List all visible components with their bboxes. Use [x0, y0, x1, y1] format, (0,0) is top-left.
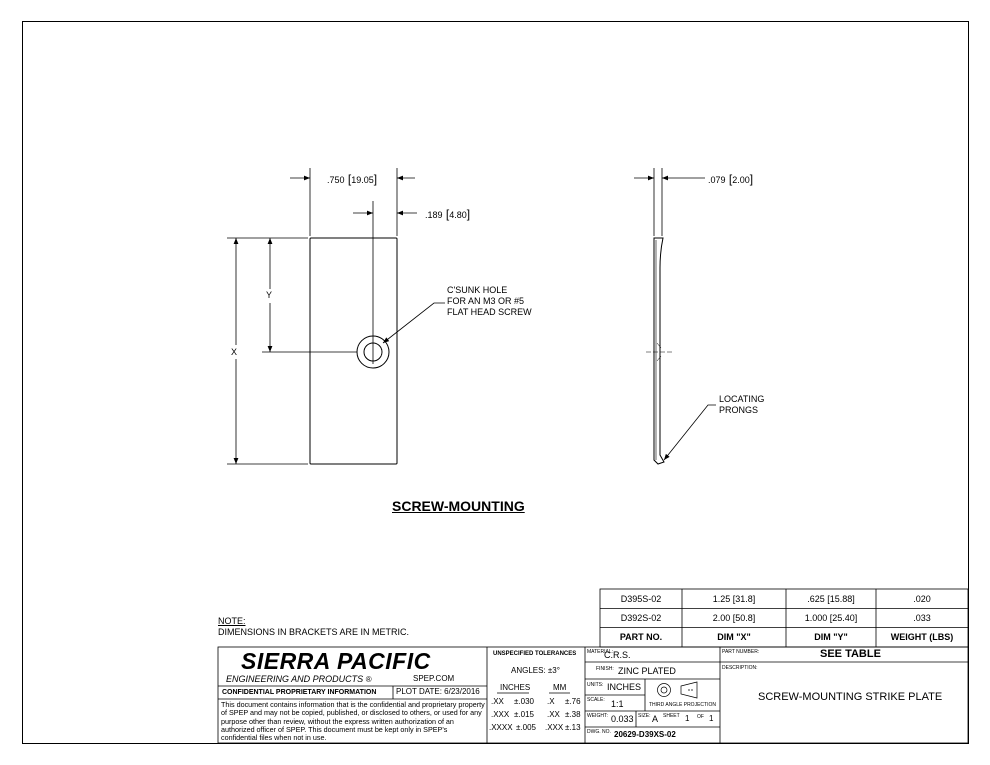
scale-value: 1:1	[611, 699, 624, 709]
table-cell: D395S-02	[620, 594, 662, 604]
dim-x-label: X	[231, 347, 238, 357]
dim-width-label: .750 [19.05]	[327, 172, 378, 186]
tol-inch-key: .XXXX	[489, 723, 513, 732]
csunk-leader	[383, 303, 445, 343]
tol-mm-val: ±.76	[565, 697, 581, 706]
weight-label: WEIGHT:	[587, 713, 608, 719]
scale-label: SCALE:	[587, 697, 605, 703]
units-value: INCHES	[607, 682, 642, 692]
weight-value: 0.033	[611, 714, 634, 724]
prongs-callout: LOCATING PRONGS	[719, 394, 765, 415]
tol-mm-key: .X	[547, 697, 555, 706]
tol-mm-val: ±.38	[565, 710, 581, 719]
tol-inch-key: .XX	[491, 697, 504, 706]
table-header: PART NO.	[619, 632, 663, 642]
part-number-value: SEE TABLE	[820, 648, 881, 660]
table-cell: 1.000 [25.40]	[804, 613, 858, 623]
table-header: WEIGHT (LBS)	[890, 632, 954, 642]
tol-inch-val: ±.005	[516, 723, 536, 732]
of-value: 1	[709, 714, 714, 723]
company-logo: SIERRA PACIFIC	[241, 648, 431, 674]
dwg-number: 20629-D39XS-02	[614, 730, 676, 739]
tolerances-inches-header: INCHES	[500, 683, 531, 692]
table-cell: .020	[913, 594, 931, 604]
part-number-label: PART NUMBER:	[722, 649, 760, 655]
view-title: SCREW-MOUNTING	[392, 498, 525, 514]
finish-value: ZINC PLATED	[618, 666, 676, 676]
tolerances-title: UNSPECIFIED TOLERANCES	[493, 651, 577, 657]
dim-offset-label: .189 [4.80]	[425, 207, 471, 221]
projection-label: THIRD ANGLE PROJECTION	[649, 702, 716, 708]
tolerances-angles: ANGLES: ±3°	[511, 666, 560, 675]
table-header: DIM "Y"	[814, 632, 848, 642]
third-angle-projection-icon	[658, 682, 698, 698]
tol-inch-key: .XXX	[491, 710, 510, 719]
company-website: SPEP.COM	[413, 674, 455, 683]
dim-y-label: Y	[266, 290, 273, 300]
sheet-label: SHEET	[663, 713, 680, 719]
material-value: C.R.S.	[604, 650, 631, 660]
table-cell: 1.25 [31.8]	[712, 594, 756, 604]
table-cell: .625 [15.88]	[807, 594, 855, 604]
note-title: NOTE:	[218, 616, 246, 626]
table-cell: D392S-02	[620, 613, 662, 623]
plate-side-view	[654, 238, 664, 464]
table-cell: 2.00 [50.8]	[712, 613, 756, 623]
confidential-text: This document contains information that is the confidential and proprietary property of SPEP and may not be copied, published, or disclosed to others, or used for any purpose other than review, without the express written authorization of an authorized officer of SPEP. This document must be kept only in SPEP's confidential files when not in use.	[221, 700, 485, 743]
note-text: DIMENSIONS IN BRACKETS ARE IN METRIC.	[218, 627, 410, 637]
tol-mm-val: ±.13	[565, 723, 581, 732]
plate-front-view	[310, 238, 397, 464]
of-label: OF	[697, 714, 704, 720]
sheet-value: 1	[685, 714, 690, 723]
table-cell: .033	[913, 613, 931, 623]
tol-inch-val: ±.030	[514, 697, 534, 706]
table-header: DIM "X"	[717, 632, 751, 642]
tolerances-mm-header: MM	[553, 683, 567, 692]
description-label: DESCRIPTION:	[722, 665, 758, 671]
finish-label: FINISH:	[596, 666, 614, 672]
prongs-leader	[664, 405, 716, 460]
material-label: MATERIAL:	[587, 649, 614, 655]
units-label: UNITS:	[587, 682, 604, 688]
size-label: SIZE:	[638, 713, 651, 719]
tol-mm-key: .XX	[547, 710, 560, 719]
company-subtitle: ENGINEERING AND PRODUCTS ®	[226, 674, 372, 684]
csunk-callout: C'SUNK HOLE FOR AN M3 OR #5 FLAT HEAD SCREW	[447, 285, 532, 317]
dwg-label: DWG. NO.	[587, 729, 611, 735]
confidential-label: CONFIDENTIAL PROPRIETARY INFORMATION	[222, 689, 377, 696]
tol-mm-key: .XXX	[545, 723, 564, 732]
description-value: SCREW-MOUNTING STRIKE PLATE	[758, 691, 943, 703]
size-value: A	[652, 714, 659, 724]
plot-date: PLOT DATE: 6/23/2016	[396, 687, 480, 696]
dim-thickness-label: .079 [2.00]	[708, 172, 754, 186]
tol-inch-val: ±.015	[514, 710, 534, 719]
